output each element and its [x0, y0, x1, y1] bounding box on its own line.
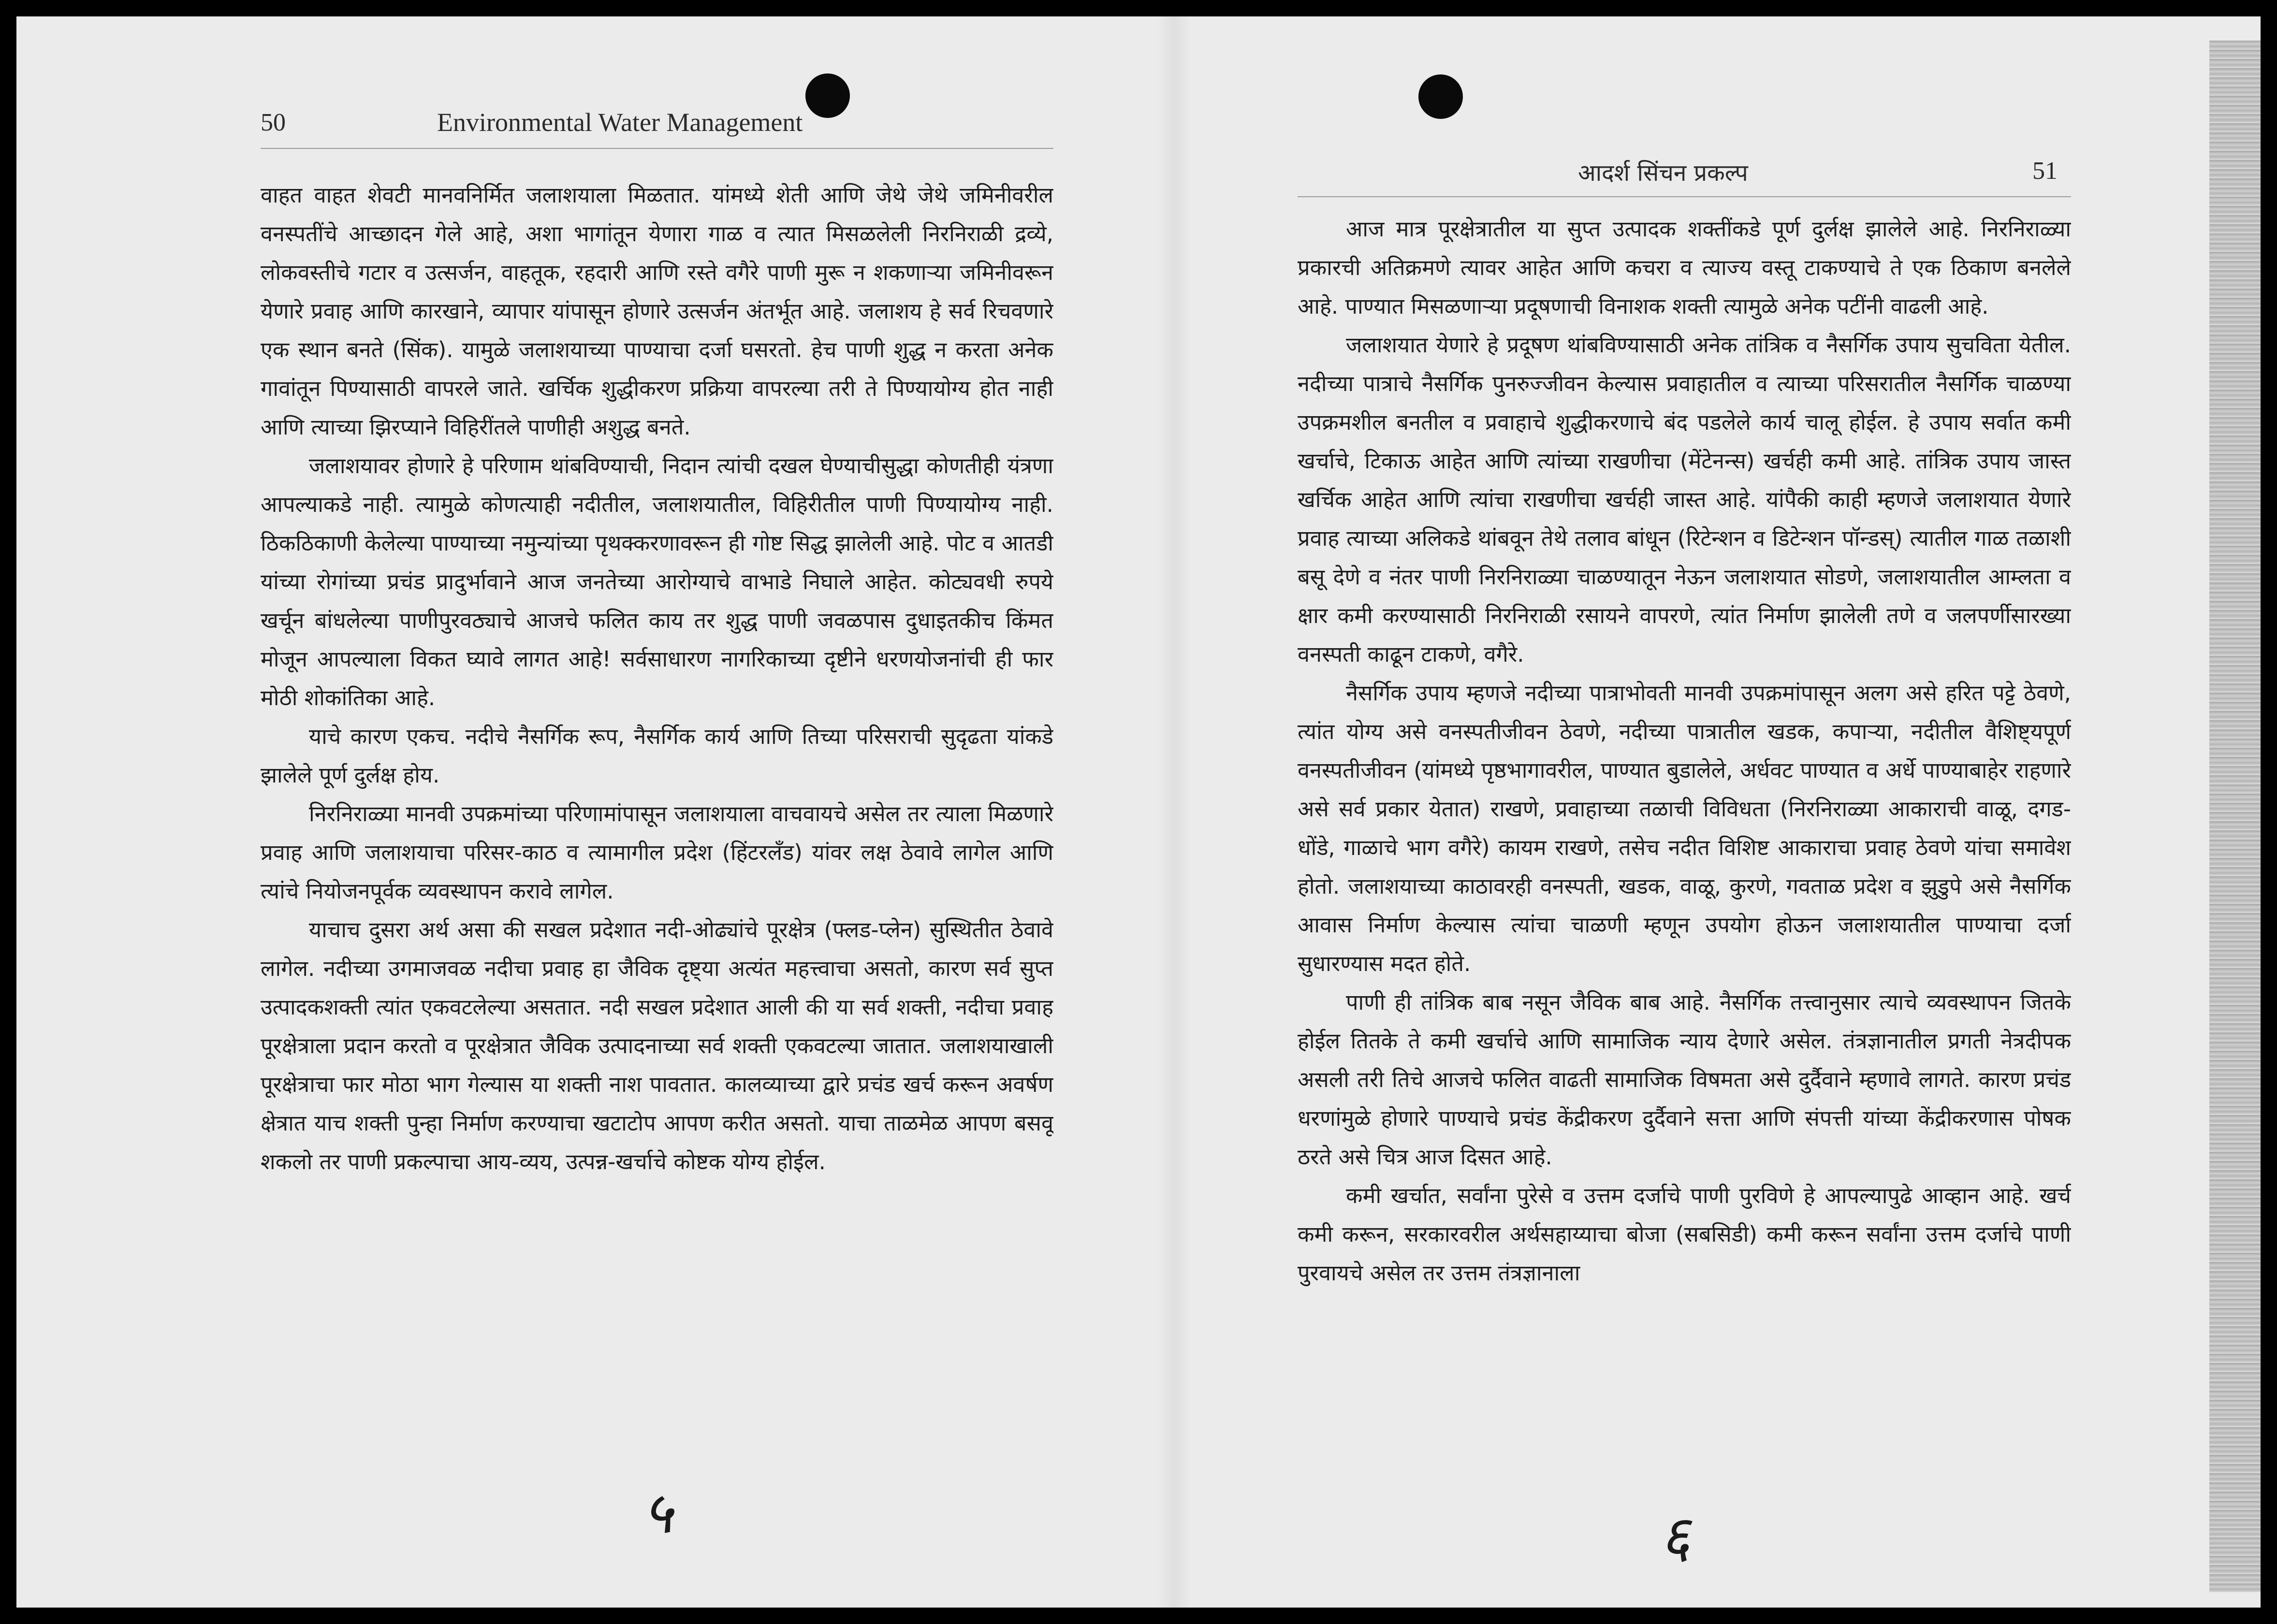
page-number: 50	[261, 109, 286, 136]
header-rule	[1298, 196, 2071, 197]
right-page-body	[1298, 210, 2071, 1486]
scanned-book-spread	[16, 16, 2261, 1608]
paragraph: याचाच दुसरा अर्थ असा की सखल प्रदेशात नदी-ओढ्यांचे पूरक्षेत्र (फ्लड-प्लेन) सुस्थितीत ठेवावे लागेल. नदीच्या उगमाजवळ नदीचा प्रवाह हा जैविक दृष्ट्या अत्यंत महत्त्वाचा असतो, कारण सर्व सुप्त उत्पादकशक्ती त्यांत एकवटलेल्या असतात. नदी सखल प्रदेशात आली की या सर्व शक्ती, नदीचा प्रवाह पूरक्षेत्राला प्रदान करतो व पूरक्षेत्रात जैविक उत्पादनाच्या सर्व शक्ती एकवटल्या जातात. जलाशयाखाली पूरक्षेत्राचा फार मोठा भाग गेल्यास या शक्ती नाश पावतात. कालव्याच्या द्वारे प्रचंड खर्च करून अवर्षण क्षेत्रात याच शक्ती पुन्हा निर्माण करण्याचा खटाटोप आपण करीत असतो. याचा ताळमेळ आपण बसवू शकलो तर पाणी प्रकल्पाचा आय-व्यय, उत्पन्न-खर्चाचे कोष्टक योग्य होईल.	[261, 917, 1053, 1174]
running-head: Environmental Water Management	[437, 108, 803, 137]
punch-hole-right	[1418, 74, 1463, 119]
paragraph: नैसर्गिक उपाय म्हणजे नदीच्या पात्राभोवती मानवी उपक्रमांपासून अलग असे हरित पट्टे ठेवणे, त्यांत योग्य असे वनस्पतीजीवन ठेवणे, नदीच्या पात्रातील खडक, कपाऱ्या, नदीतील वैशिष्ट्यपूर्ण वनस्पतीजीवन (यांमध्ये पृष्ठभागावरील, पाण्यात बुडालेले, अर्धवट पाण्यात व अर्धे पाण्याबाहेर राहणारे असे सर्व प्रकार येतात) राखणे, प्रवाहाच्या तळाची विविधता (निरनिराळ्या आकाराची वाळू, दगड-धोंडे, गाळाचे भाग वगैरे) कायम राखणे, तसेच नदीत विशिष्ट आकाराचा प्रवाह ठेवणे यांचा समावेश होतो. जलाशयाच्या काठावरही वनस्पती, खडक, वाळू, कुरणे, गवताळ प्रदेश व झुडुपे असे नैसर्गिक आवास निर्माण केल्यास त्यांचा चाळणी म्हणून उपयोग होऊन जलाशयातील पाण्याचा दर्जा सुधारण्यास मदत होते.	[1298, 680, 2071, 976]
paragraph: जलाशयात येणारे हे प्रदूषण थांबविण्यासाठी अनेक तांत्रिक व नैसर्गिक उपाय सुचविता येतील. नदीच्या पात्राचे नैसर्गिक पुनरुज्जीवन केल्यास प्रवाहातील व त्याच्या परिसरातील नैसर्गिक चाळण्या उपक्रमशील बनतील व प्रवाहाचे शुद्धीकरणाचे बंद पडलेले कार्य चालू होईल. हे उपाय सर्वात कमी खर्चाचे, टिकाऊ आहेत आणि त्यांच्या राखणीचा (मेंटेनन्स) खर्चही कमी आहे. तांत्रिक उपाय जास्त खर्चिक आहेत आणि त्यांचा राखणीचा खर्चही जास्त आहे. यांपैकी काही म्हणजे जलाशयात येणारे प्रवाह त्याच्या अलिकडे थांबवून तेथे तलाव बांधून (रिटेन्शन व डिटेन्शन पॉन्डस्) त्यातील गाळ तळाशी बसू देणे व नंतर पाणी निरनिराळ्या चाळण्यातून नेऊन जलाशयात सोडणे, जलाशयातील आम्लता व क्षार कमी करण्यासाठी निरनिराळी रसायने वापरणे, त्यांत निर्माण झालेली तणे व जलपर्णीसारख्या वनस्पती काढून टाकणे, वगैरे.	[1298, 332, 2071, 667]
page-number: 51	[2032, 157, 2058, 185]
paragraph: आज मात्र पूरक्षेत्रातील या सुप्त उत्पादक शक्तींकडे पूर्ण दुर्लक्ष झालेले आहे. निरनिराळ्या प्रकारची अतिक्रमणे त्यावर आहेत आणि कचरा व त्याज्य वस्तू टाकण्याचे ते एक ठिकाण बनलेले आहे. पाण्यात मिसळणाऱ्या प्रदूषणाची विनाशक शक्ती त्यामुळे अनेक पटींनी वाढली आहे.	[1298, 216, 2071, 319]
running-head: आदर्श सिंचन प्रकल्प	[1578, 160, 1748, 187]
paragraph: निरनिराळ्या मानवी उपक्रमांच्या परिणामांपासून जलाशयाला वाचवायचे असेल तर त्याला मिळणारे प्रवाह आणि जलाशयाचा परिसर-काठ व त्यामागील प्रदेश (हिंटरलँड) यांवर लक्ष ठेवावे लागेल आणि त्यांचे नियोजनपूर्वक व्यवस्थापन करावे लागेल.	[261, 801, 1053, 904]
punch-hole-left	[805, 73, 850, 118]
left-page-body	[261, 176, 1053, 1491]
paragraph: जलाशयावर होणारे हे परिणाम थांबविण्याची, निदान त्यांची दखल घेण्याचीसुद्धा कोणतीही यंत्रणा आपल्याकडे नाही. त्यामुळे कोणत्याही नदीतील, जलाशयातील, विहिरीतील पाणी पिण्यायोग्य नाही. ठिकठिकाणी केलेल्या पाण्याच्या नमुन्यांच्या पृथक्करणावरून ही गोष्ट सिद्ध झालेली आहे. पोट व आतडी यांच्या रोगांच्या प्रचंड प्रादुर्भावाने आज जनतेच्या आरोग्याचे वाभाडे निघाले आहेत. कोट्यवधी रुपये खर्चून बांधलेल्या पाणीपुरवठ्याचे आजचे फलित काय तर शुद्ध पाणी जवळपास दुधाइतकीच किंमत मोजून आपल्याला विकत घ्यावे लागत आहे! सर्वसाधारण नागरिकाच्या दृष्टीने धरणयोजनांची ही फार मोठी शोकांतिका आहे.	[261, 453, 1053, 710]
page-fold	[1157, 16, 1191, 1608]
paragraph: वाहत वाहत शेवटी मानवनिर्मित जलाशयाला मिळतात. यांमध्ये शेती आणि जेथे जेथे जमिनीवरील वनस्पतींचे आच्छादन गेले आहे, अशा भागांतून येणारा गाळ व त्यात मिसळलेली निरनिराळी द्रव्ये, लोकवस्तीचे गटार व उत्सर्जन, वाहतूक, रहदारी आणि रस्ते वगैरे पाणी मुरू न शकणाऱ्या जमिनीवरून येणारे प्रवाह आणि कारखाने, व्यापार यांपासून होणारे उत्सर्जन अंतर्भूत आहे. जलाशय हे सर्व रिचवणारे एक स्थान बनते (सिंक). यामुळे जलाशयाच्या पाण्याचा दर्जा घसरतो. हेच पाणी शुद्ध न करता अनेक गावांतून पिण्यासाठी वापरले जाते. खर्चिक शुद्धीकरण प्रक्रिया वापरल्या तरी ते पिण्यायोग्य होत नाही आणि त्याच्या झिरप्याने विहिरींतले पाणीही अशुद्ध बनते.	[261, 182, 1053, 440]
scan-edge-shadow	[2209, 41, 2261, 1592]
paragraph: याचे कारण एकच. नदीचे नैसर्गिक रूप, नैसर्गिक कार्य आणि तिच्या परिसराची सुदृढता यांकडे झालेले पूर्ण दुर्लक्ष होय.	[261, 724, 1053, 788]
paragraph: कमी खर्चात, सर्वांना पुरेसे व उत्तम दर्जाचे पाणी पुरविणे हे आपल्यापुढे आव्हान आहे. खर्च कमी करून, सरकारवरील अर्थसहाय्याचा बोजा (सबसिडी) कमी करून सर्वांना उत्तम दर्जाचे पाणी पुरवायचे असेल तर उत्तम तंत्रज्ञानाला	[1298, 1183, 2071, 1286]
header-rule	[261, 148, 1053, 149]
paragraph: पाणी ही तांत्रिक बाब नसून जैविक बाब आहे. नैसर्गिक तत्त्वानुसार त्याचे व्यवस्थापन जितके होईल तितके ते कमी खर्चाचे आणि सामाजिक न्याय देणारे असेल. तंत्रज्ञानातील प्रगती नेत्रदीपक असली तरी तिचे आजचे फलित वाढती सामाजिक विषमता असे दुर्दैवाने म्हणावे लागते. कारण प्रचंड धरणांमुळे होणारे पाण्याचे प्रचंड केंद्रीकरण दुर्दैवाने सत्ता आणि संपत्ती यांच्या केंद्रीकरणास पोषक ठरते असे चित्र आज दिसत आहे.	[1298, 989, 2071, 1170]
handwritten-mark: ६	[1660, 1504, 1691, 1571]
handwritten-mark: ५	[642, 1479, 673, 1547]
